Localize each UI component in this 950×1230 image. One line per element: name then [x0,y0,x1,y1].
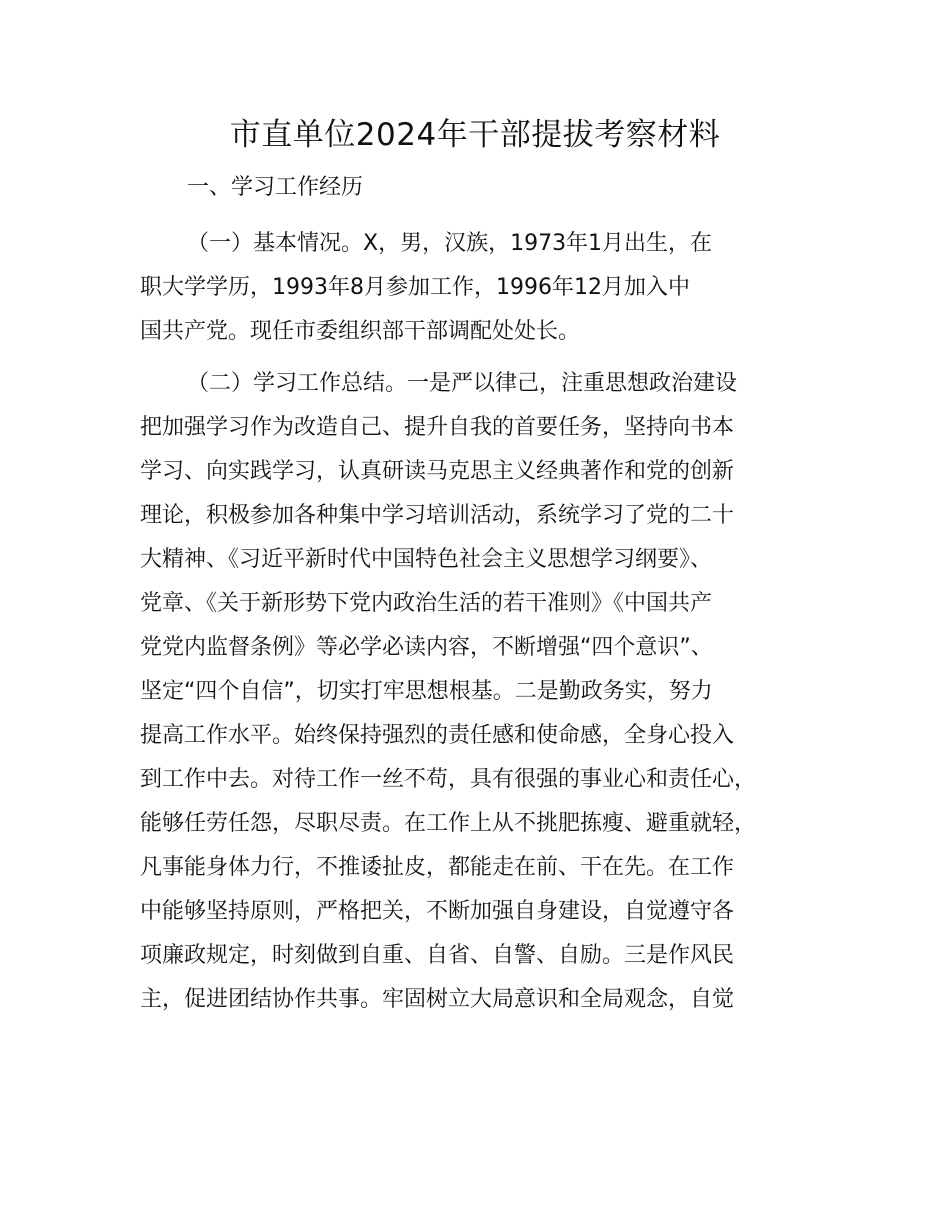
paragraph-2-line-6: 党章、《关于新形势下党内政治生活的若干准则》《中国共产 [140,591,713,616]
section-heading: 一、学习工作经历 [187,175,364,200]
paragraph-2-line-13: 中能够坚持原则，严格把关，不断加强自身建设，自觉遵守各 [140,899,735,924]
paragraph-2-line-4: 理论，积极参加各种集中学习培训活动，系统学习了党的二十 [140,503,735,528]
paragraph-2-line-14: 项廉政规定，时刻做到自重、自省、自警、自励。三是作风民 [140,943,735,968]
paragraph-2-line-2: 把加强学习作为改造自己、提升自我的首要任务，坚持向书本 [140,415,735,440]
paragraph-2-line-15: 主，促进团结协作共事。牢固树立大局意识和全局观念，自觉 [140,987,735,1012]
paragraph-2-line-1: （二）学习工作总结。一是严以律己，注重思想政治建设 [187,371,738,396]
paragraph-2-line-3: 学习、向实践学习，认真研读马克思主义经典著作和党的创新 [140,459,735,484]
paragraph-2-line-10: 到工作中去。对待工作一丝不苟，具有很强的事业心和责任心， [140,767,757,792]
paragraph-2-line-7: 党党内监督条例》等必学必读内容，不断增强“四个意识”、 [140,635,713,660]
paragraph-2-line-12: 凡事能身体力行，不推诿扯皮，都能走在前、干在先。在工作 [140,855,735,880]
paragraph-1-line-3: 国共产党。现任市委组织部干部调配处处长。 [140,319,581,344]
paragraph-2-line-9: 提高工作水平。始终保持强烈的责任感和使命感，全身心投入 [140,723,735,748]
paragraph-1-line-1: （一）基本情况。X，男，汉族，1973年1月出生，在 [187,231,713,256]
paragraph-2-line-5: 大精神、《习近平新时代中国特色社会主义思想学习纲要》、 [140,547,713,572]
paragraph-2-line-8: 坚定“四个自信”，切实打牢思想根基。二是勤政务实，努力 [140,679,713,704]
document-title: 市直单位2024年干部提拔考察材料 [229,117,721,153]
paragraph-1-line-2: 职大学学历，1993年8月参加工作，1996年12月加入中 [140,275,690,300]
paragraph-2-line-11: 能够任劳任怨，尽职尽责。在工作上从不挑肥拣瘦、避重就轻， [140,811,757,836]
